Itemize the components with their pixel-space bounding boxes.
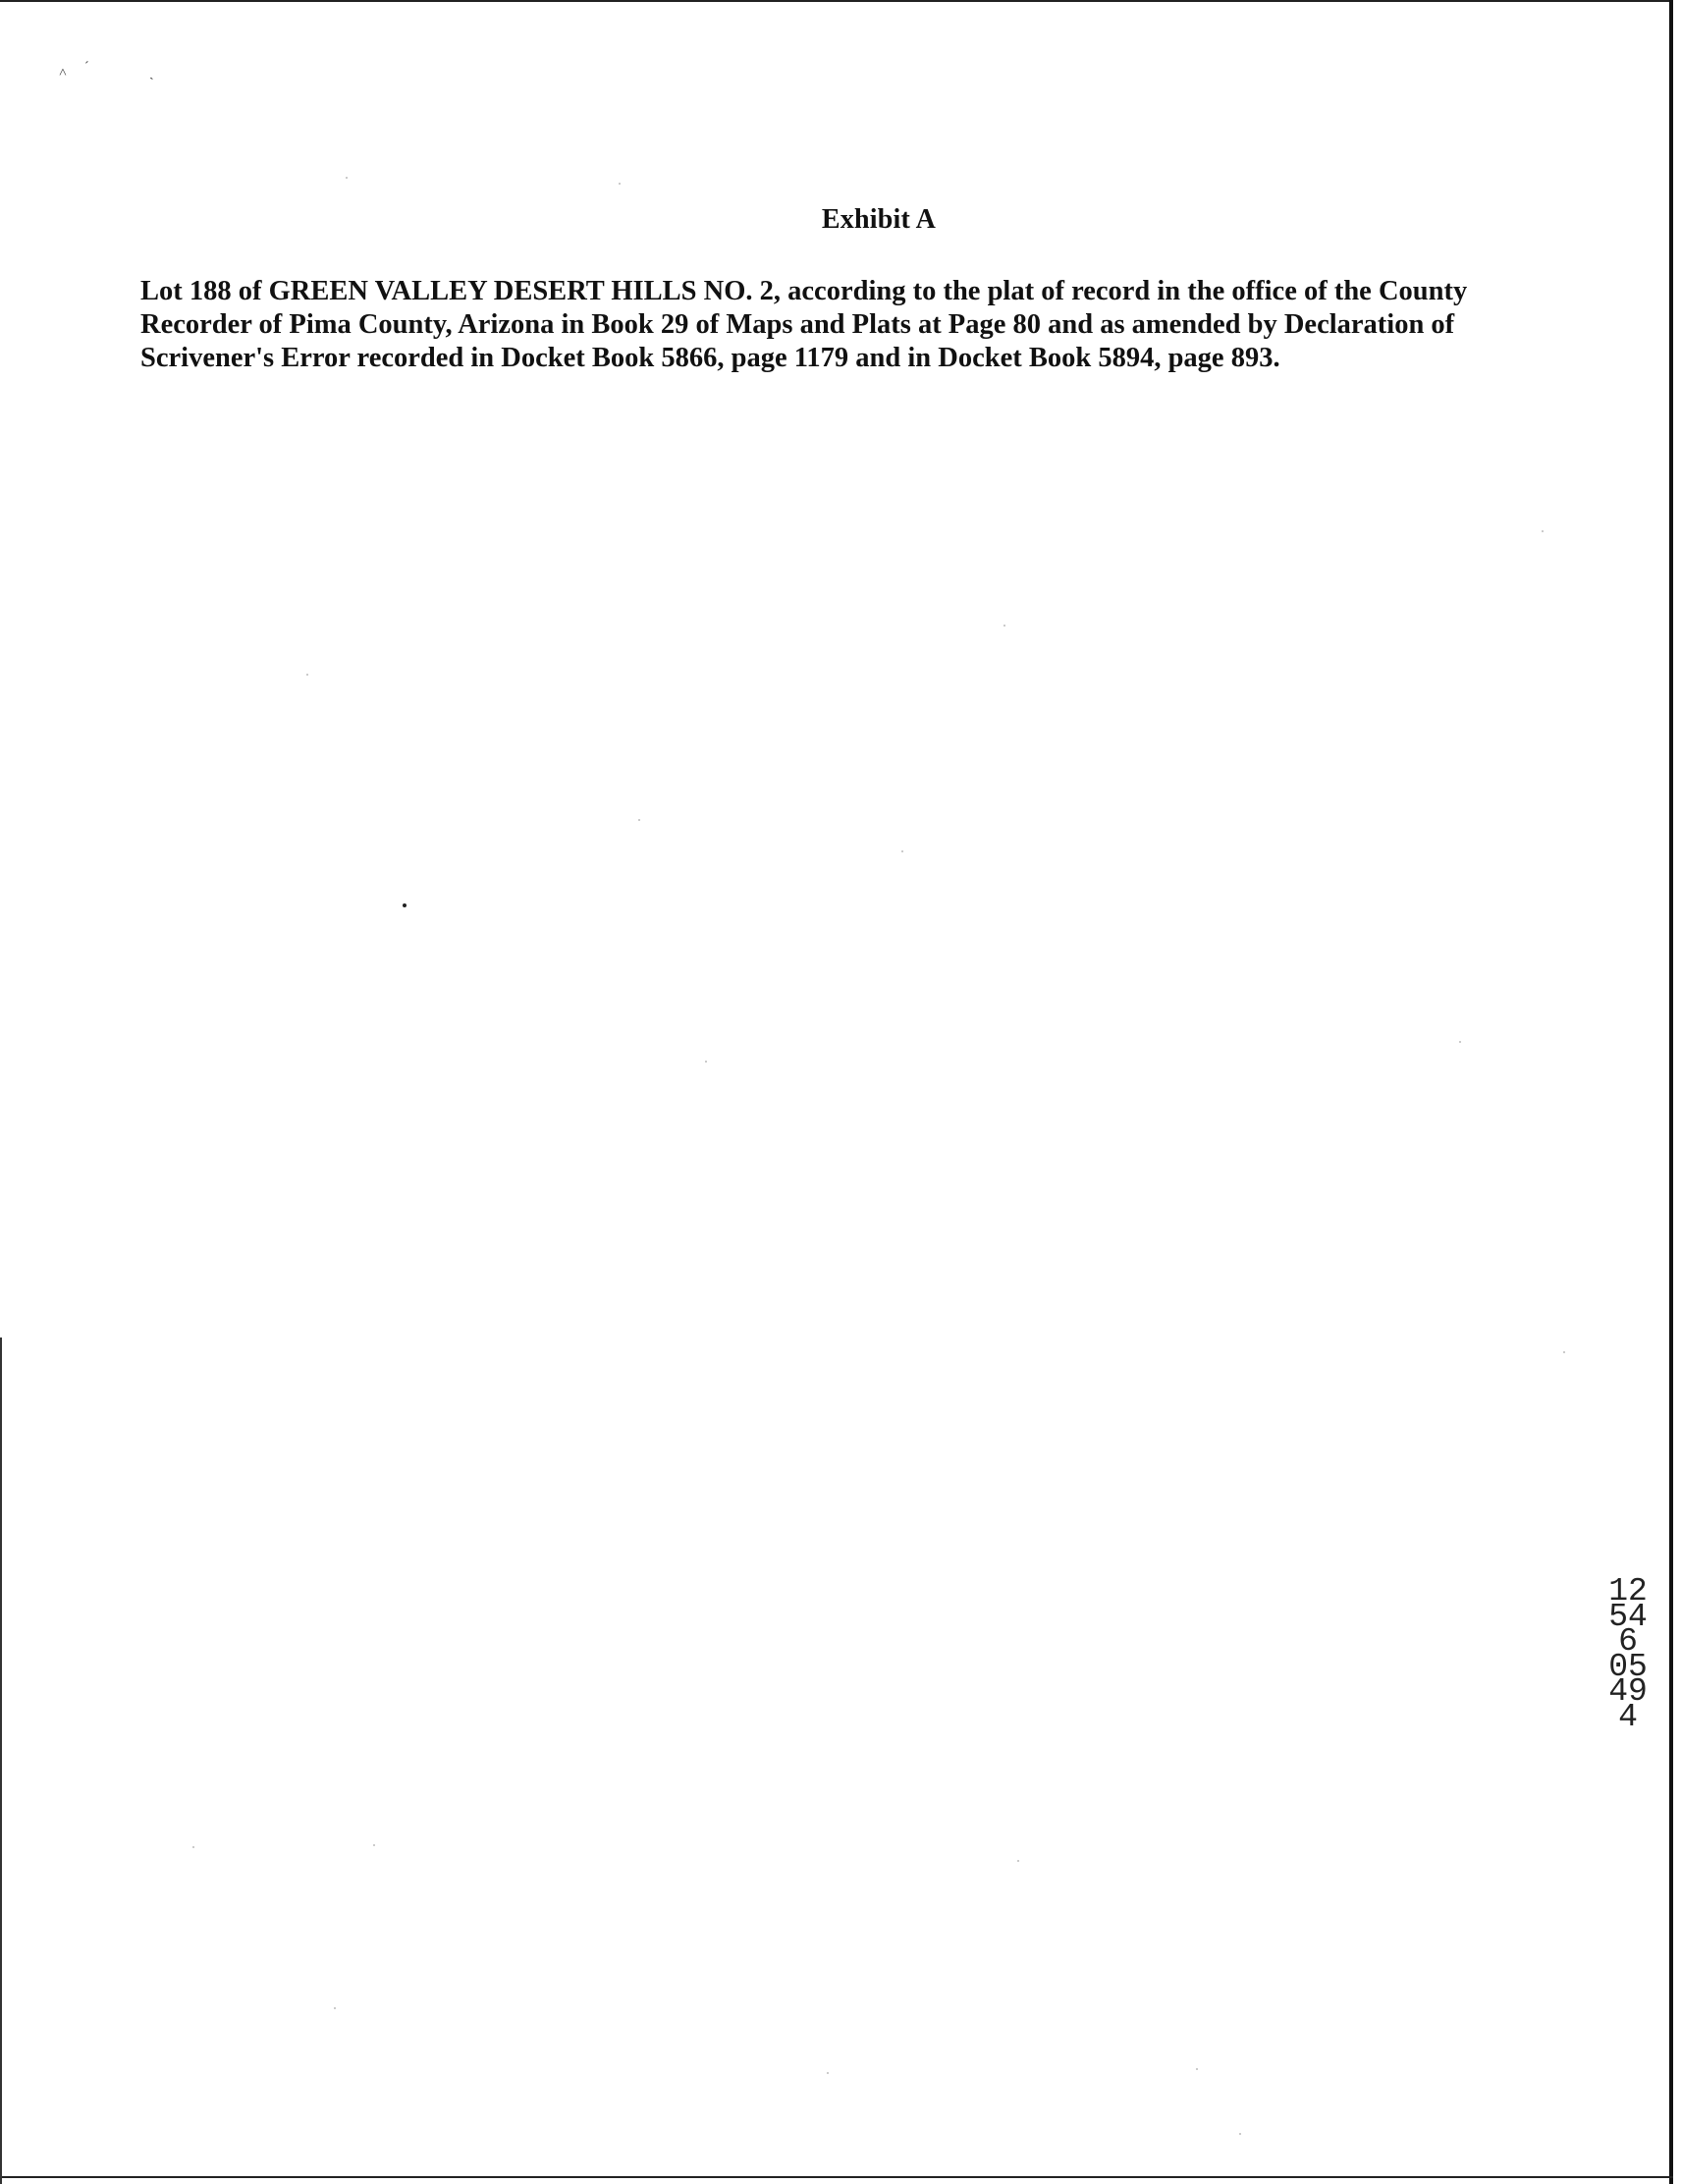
scan-speck (346, 177, 348, 179)
exhibit-title: Exhibit A (821, 204, 937, 235)
scan-edge-bottom (0, 2176, 1673, 2178)
scan-speck (1003, 625, 1005, 627)
scan-speck: ˎ (149, 66, 154, 81)
scan-speck: ˊ (84, 60, 89, 75)
scan-speck (1459, 1041, 1461, 1043)
scan-speck (827, 2072, 829, 2074)
scan-edge-left (0, 1338, 2, 2184)
scan-speck (373, 1844, 375, 1846)
scan-speck (1196, 2068, 1198, 2070)
legal-description: Lot 188 of GREEN VALLEY DESERT HILLS NO. 2, according to the plat of record in the office of the County Recorder of Pima County, Arizona in Book 29 of Maps and Plats at Page 80 and as amended by Declaration of Scrivener's Error recorded in Docket Book 5866, page 1179 and in Docket Book 5894, page 893. (140, 276, 1468, 373)
scan-speck (1239, 2133, 1241, 2135)
scan-speck (901, 850, 903, 852)
scan-speck (192, 1846, 194, 1848)
scan-speck (1542, 530, 1544, 532)
scan-speck: ˄ (59, 66, 67, 81)
scan-edge-right (1669, 0, 1673, 2184)
scan-speck (1563, 1351, 1565, 1353)
docket-stamp: 12546 05494 (1608, 1573, 1648, 1735)
scan-speck (1017, 1860, 1019, 1862)
scan-speck (403, 903, 407, 907)
scan-speck (306, 674, 308, 676)
scan-speck (334, 2007, 336, 2009)
scan-edge-top (0, 0, 1669, 2)
scan-speck (705, 1061, 707, 1063)
scan-speck (638, 819, 640, 821)
scan-speck (619, 183, 621, 185)
